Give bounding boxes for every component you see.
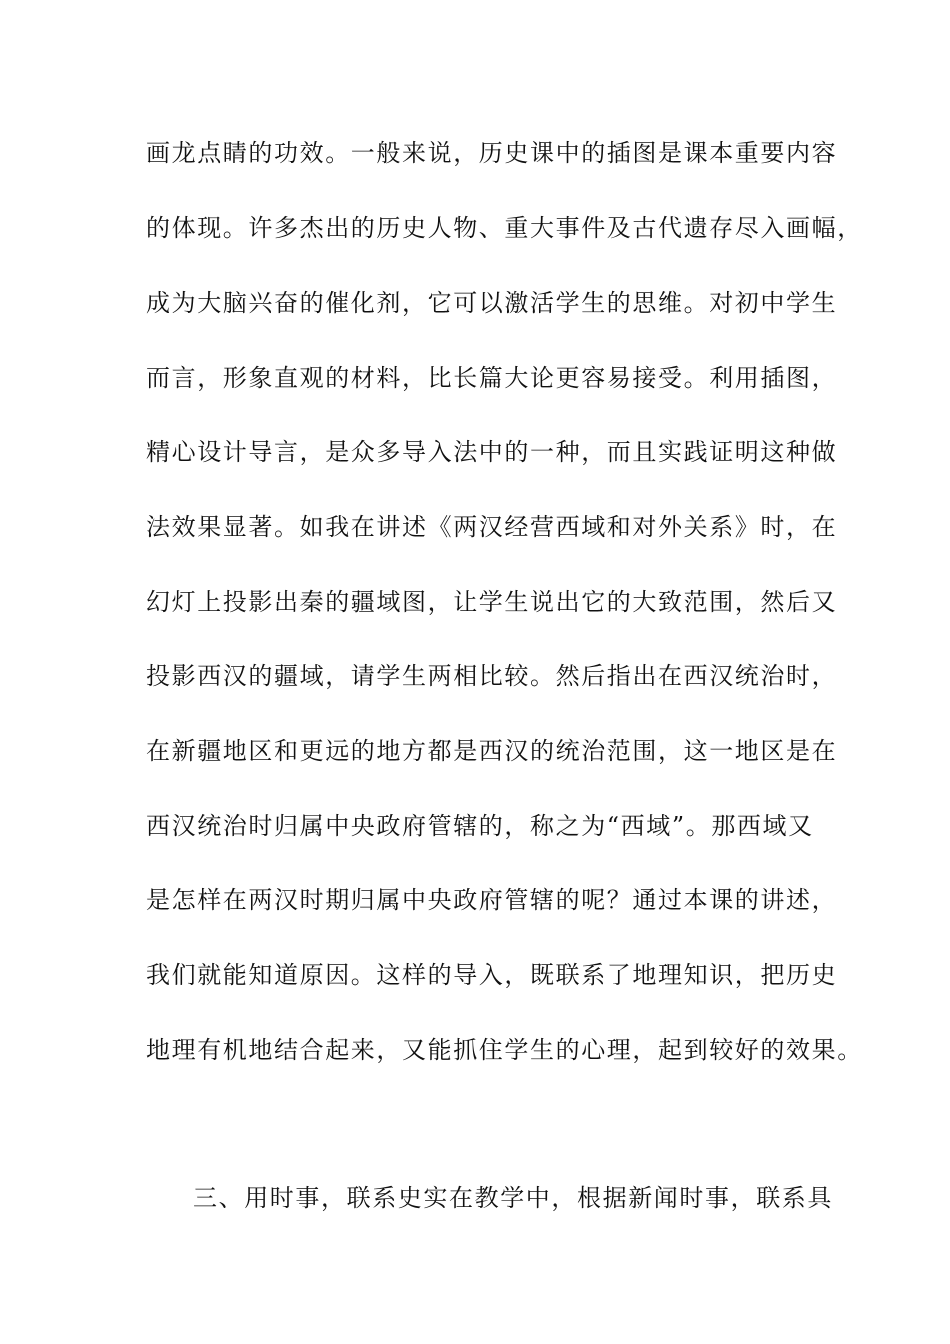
section-heading-line: 三、用时事，联系史实在教学中，根据新闻时事，联系具: [193, 1184, 833, 1212]
paragraph-line: 地理有机地结合起来，又能抓住学生的心理，起到较好的效果。: [146, 1036, 863, 1064]
paragraph-line: 的体现。许多杰出的历史人物、重大事件及古代遗存尽入画幅，: [146, 214, 863, 242]
paragraph-line: 画龙点睛的功效。一般来说，历史课中的插图是课本重要内容: [146, 139, 838, 167]
paragraph-line: 成为大脑兴奋的催化剂，它可以激活学生的思维。对初中学生: [146, 289, 838, 317]
paragraph-line: 在新疆地区和更远的地方都是西汉的统治范围，这一地区是在: [146, 737, 838, 765]
paragraph-line: 西汉统治时归属中央政府管辖的，称之为“西域”。那西域又: [146, 812, 814, 840]
paragraph-line: 幻灯上投影出秦的疆域图，让学生说出它的大致范围，然后又: [146, 588, 838, 616]
paragraph-line: 法效果显著。如我在讲述《两汉经营西域和对外关系》时，在: [146, 513, 838, 541]
paragraph-line: 是怎样在两汉时期归属中央政府管辖的呢？通过本课的讲述，: [146, 886, 838, 914]
paragraph-line: 精心设计导言，是众多导入法中的一种，而且实践证明这种做: [146, 438, 838, 466]
paragraph-line: 投影西汉的疆域，请学生两相比较。然后指出在西汉统治时，: [146, 662, 838, 690]
paragraph-line: 而言，形象直观的材料，比长篇大论更容易接受。利用插图，: [146, 364, 838, 392]
paragraph-line: 我们就能知道原因。这样的导入，既联系了地理知识，把历史: [146, 961, 838, 989]
